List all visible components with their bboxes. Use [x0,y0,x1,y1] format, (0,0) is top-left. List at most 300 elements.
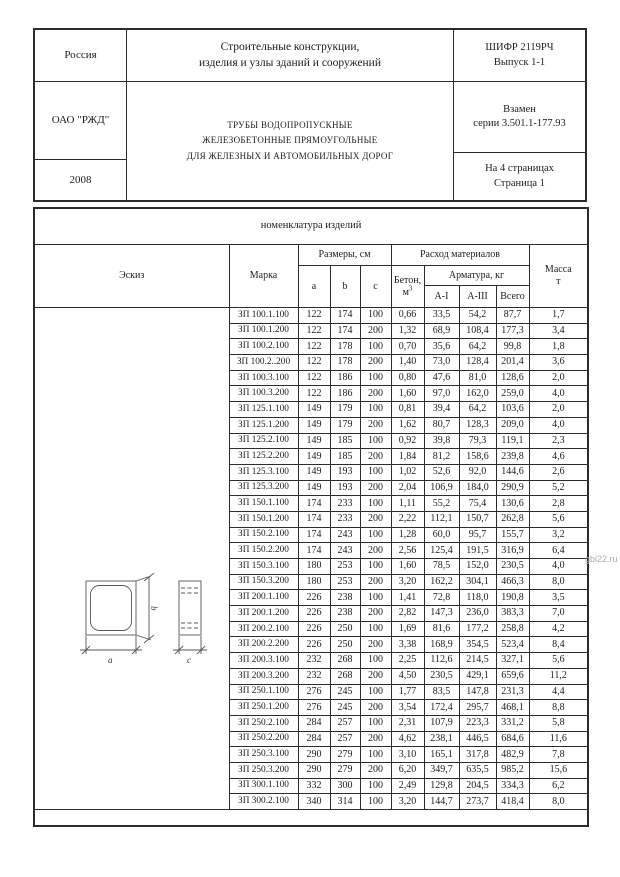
concrete-cell: 0,70 [391,339,424,355]
dim-b-cell: 233 [330,496,360,512]
concrete-cell: 2,22 [391,511,424,527]
rebar-total-cell: 482,9 [496,747,529,763]
rebar-a1-cell: 106,9 [424,480,459,496]
dim-b-cell: 185 [330,433,360,449]
dim-a-cell: 149 [298,433,330,449]
rebar-a1-cell: 112,1 [424,511,459,527]
mark-cell: ЗП 150.3.100 [229,559,298,575]
dim-a-cell: 226 [298,621,330,637]
mark-cell: ЗП 100.2.100 [229,339,298,355]
rebar-a1-cell: 172,4 [424,700,459,716]
rebar-a1-cell: 52,6 [424,464,459,480]
rebar-a3-cell: 64,2 [459,402,496,418]
dim-c-cell: 200 [360,668,391,684]
mass-cell: 4,0 [529,417,588,433]
rebar-a3-cell: 204,5 [459,778,496,794]
dim-c-cell: 100 [360,464,391,480]
dim-a-cell: 180 [298,559,330,575]
dim-c-cell: 200 [360,511,391,527]
concrete-cell: 2,49 [391,778,424,794]
dim-b-cell: 174 [330,308,360,324]
concrete-cell: 2,31 [391,715,424,731]
rebar-a1-cell: 55,2 [424,496,459,512]
dim-c-cell: 100 [360,308,391,324]
dim-a-cell: 276 [298,700,330,716]
dim-c-cell: 200 [360,386,391,402]
dim-c-cell: 100 [360,778,391,794]
mark-cell: ЗП 250.2.200 [229,731,298,747]
concrete-cell: 3,10 [391,747,424,763]
mass-cell: 4,0 [529,386,588,402]
title-block-left-column [35,30,127,200]
rebar-a1-cell: 144,7 [424,794,459,810]
rebar-a3-cell: 95,7 [459,527,496,543]
mark-cell: ЗП 125.1.100 [229,402,298,418]
dim-b-cell: 257 [330,731,360,747]
rebar-a1-cell: 349,7 [424,762,459,778]
concrete-cell: 1,77 [391,684,424,700]
dim-c-cell: 200 [360,355,391,371]
concrete-cell: 4,62 [391,731,424,747]
section-title: номенклатура изделий [34,208,588,245]
rebar-a1-cell: 129,8 [424,778,459,794]
mass-cell: 11,2 [529,668,588,684]
dim-b-cell: 178 [330,339,360,355]
dim-a-cell: 122 [298,370,330,386]
col-header-dim-b: b [330,266,360,308]
concrete-cell: 1,11 [391,496,424,512]
mark-cell: ЗП 150.2.200 [229,543,298,559]
concrete-cell: 1,02 [391,464,424,480]
concrete-cell: 2,04 [391,480,424,496]
rebar-a1-cell: 83,5 [424,684,459,700]
concrete-cell: 0,80 [391,370,424,386]
table-row [34,308,588,324]
rebar-a1-cell: 60,0 [424,527,459,543]
dim-b-cell: 279 [330,747,360,763]
document-code: ШИФР 2119РЧ Выпуск 1-1 [454,30,585,82]
mark-cell: ЗП 100.1.200 [229,323,298,339]
rebar-a3-cell: 118,0 [459,590,496,606]
country-label: Россия [35,30,126,82]
dim-b-cell: 257 [330,715,360,731]
mass-cell: 4,2 [529,621,588,637]
rebar-a1-cell: 165,1 [424,747,459,763]
concrete-cell: 1,28 [391,527,424,543]
mark-cell: ЗП 125.3.200 [229,480,298,496]
rebar-total-cell: 334,3 [496,778,529,794]
dim-b-cell: 300 [330,778,360,794]
mark-cell: ЗП 150.3.200 [229,574,298,590]
dim-c-cell: 100 [360,496,391,512]
dim-b-cell: 185 [330,449,360,465]
col-header-dimensions: Размеры, см [298,245,391,266]
mass-cell: 4,6 [529,449,588,465]
mass-cell: 15,6 [529,762,588,778]
dim-b-cell: 179 [330,402,360,418]
rebar-total-cell: 128,6 [496,370,529,386]
concrete-cell: 2,56 [391,543,424,559]
dim-b-label: b [149,605,160,610]
rebar-total-cell: 466,3 [496,574,529,590]
watermark: gbi22.ru [585,554,618,564]
dim-c-cell: 100 [360,402,391,418]
rebar-a3-cell: 223,3 [459,715,496,731]
dim-a-cell: 174 [298,543,330,559]
mass-cell: 8,8 [529,700,588,716]
mass-cell: 2,6 [529,464,588,480]
concrete-cell: 1,40 [391,355,424,371]
mass-cell: 6,2 [529,778,588,794]
dim-a-cell: 290 [298,762,330,778]
rebar-a3-cell: 304,1 [459,574,496,590]
dim-b-cell: 268 [330,668,360,684]
dim-a-cell: 149 [298,417,330,433]
pipe-side-view [179,581,201,635]
mass-cell: 6,4 [529,543,588,559]
dim-a-cell: 149 [298,402,330,418]
rebar-total-cell: 209,0 [496,417,529,433]
rebar-a3-cell: 273,7 [459,794,496,810]
mark-cell: ЗП 250.3.100 [229,747,298,763]
dim-a-cell: 226 [298,606,330,622]
mass-cell: 2,8 [529,496,588,512]
rebar-total-cell: 523,4 [496,637,529,653]
dim-c-label: c [187,654,192,665]
dim-c-cell: 200 [360,700,391,716]
pipe-outer-contour [86,581,136,635]
rebar-a3-cell: 150,7 [459,511,496,527]
dim-b-cell: 243 [330,527,360,543]
concrete-cell: 1,69 [391,621,424,637]
mass-cell: 1,8 [529,339,588,355]
rebar-a1-cell: 125,4 [424,543,459,559]
dim-a-cell: 232 [298,653,330,669]
rebar-a3-cell: 81,0 [459,370,496,386]
concrete-cell: 3,54 [391,700,424,716]
rebar-total-cell: 259,0 [496,386,529,402]
table-body [34,308,588,810]
mass-cell: 3,4 [529,323,588,339]
concrete-cell: 1,60 [391,386,424,402]
rebar-a3-cell: 128,3 [459,417,496,433]
mark-cell: ЗП 100.2..200 [229,355,298,371]
rebar-a1-cell: 238,1 [424,731,459,747]
dim-c-cell: 100 [360,621,391,637]
dim-c-cell: 100 [360,339,391,355]
mark-cell: ЗП 200.1.200 [229,606,298,622]
rebar-a1-cell: 230,5 [424,668,459,684]
rebar-a1-cell: 112,6 [424,653,459,669]
dim-c-cell: 200 [360,606,391,622]
dim-a-cell: 122 [298,355,330,371]
mass-cell: 3,5 [529,590,588,606]
series-title: Строительные конструкции, изделия и узлы зданий и сооружений [127,30,453,82]
title-block-right-column [454,30,585,200]
rebar-a3-cell: 158,6 [459,449,496,465]
dim-b-cell: 174 [330,323,360,339]
rebar-a3-cell: 317,8 [459,747,496,763]
rebar-a3-cell: 429,1 [459,668,496,684]
dim-c-cell: 100 [360,653,391,669]
mark-cell: ЗП 300.1.100 [229,778,298,794]
dim-c-cell: 100 [360,370,391,386]
rebar-a3-cell: 128,4 [459,355,496,371]
concrete-cell: 2,82 [391,606,424,622]
concrete-cell: 1,60 [391,559,424,575]
pipe-inner-opening [91,585,132,630]
dim-b-cell: 250 [330,621,360,637]
col-header-sketch: Эскиз [34,245,229,308]
title-block-center-column [127,30,454,200]
col-header-rebar: Арматура, кг [424,266,529,286]
mass-cell: 7,8 [529,747,588,763]
product-title: ТРУБЫ ВОДОПРОПУСКНЫЕ ЖЕЛЕЗОБЕТОННЫЕ ПРЯМОУГОЛЬНЫЕ ДЛЯ ЖЕЛЕЗНЫХ И АВТОМОБИЛЬНЫХ ДОРОГ [186,120,394,161]
dim-b-cell: 250 [330,637,360,653]
rebar-total-cell: 316,9 [496,543,529,559]
mass-cell: 3,2 [529,527,588,543]
dim-a-cell: 122 [298,308,330,324]
mass-cell: 5,8 [529,715,588,731]
nomenclature-table [33,207,589,827]
rebar-a1-cell: 78,5 [424,559,459,575]
rebar-a1-cell: 80,7 [424,417,459,433]
dim-b-cell: 186 [330,370,360,386]
col-header-materials: Расход материалов [391,245,529,266]
dim-c-cell: 100 [360,527,391,543]
dim-b-cell: 253 [330,559,360,575]
dim-b-cell: 245 [330,684,360,700]
page-count-note: На 4 страницах Страница 1 [485,163,554,189]
rebar-total-cell: 262,8 [496,511,529,527]
concrete-cell: 1,32 [391,323,424,339]
mass-cell: 5,6 [529,511,588,527]
dim-a-label: a [108,654,113,665]
rebar-a3-cell: 75,4 [459,496,496,512]
rebar-a3-cell: 295,7 [459,700,496,716]
dim-c-cell: 200 [360,323,391,339]
mass-cell: 2,0 [529,402,588,418]
mark-cell: ЗП 250.1.100 [229,684,298,700]
rebar-total-cell: 258,8 [496,621,529,637]
dim-b-cell: 268 [330,653,360,669]
mass-cell: 7,0 [529,606,588,622]
mark-cell: ЗП 200.1.100 [229,590,298,606]
rebar-total-cell: 119,1 [496,433,529,449]
dim-a-cell: 122 [298,323,330,339]
mass-cell: 11,6 [529,731,588,747]
rebar-total-cell: 239,8 [496,449,529,465]
dim-c-cell: 200 [360,637,391,653]
rebar-total-cell: 327,1 [496,653,529,669]
rebar-a1-cell: 97,0 [424,386,459,402]
dim-b-cell: 253 [330,574,360,590]
dim-a-cell: 174 [298,527,330,543]
rebar-a1-cell: 39,8 [424,433,459,449]
col-header-concrete: Бетон, $м^3$ [391,266,424,308]
rebar-total-cell: 87,7 [496,308,529,324]
rebar-a1-cell: 73,0 [424,355,459,371]
rebar-a1-cell: 35,6 [424,339,459,355]
rebar-total-cell: 190,8 [496,590,529,606]
concrete-cell: 6,20 [391,762,424,778]
concrete-cell: 0,81 [391,402,424,418]
mass-cell: 5,2 [529,480,588,496]
rebar-a1-cell: 68,9 [424,323,459,339]
rebar-a3-cell: 446,5 [459,731,496,747]
mark-cell: ЗП 200.3.100 [229,653,298,669]
sketch-cell [34,308,229,810]
mass-cell: 2,3 [529,433,588,449]
mass-cell: 8,0 [529,794,588,810]
rebar-a3-cell: 147,8 [459,684,496,700]
rebar-total-cell: 331,2 [496,715,529,731]
dim-b-cell: 243 [330,543,360,559]
rebar-total-cell: 418,4 [496,794,529,810]
dim-c-cell: 100 [360,747,391,763]
dim-a-cell: 149 [298,464,330,480]
dim-a-cell: 174 [298,496,330,512]
mark-cell: ЗП 100.1.100 [229,308,298,324]
dim-c-cell: 100 [360,433,391,449]
mark-cell: ЗП 250.3.200 [229,762,298,778]
mark-cell: ЗП 100.3.200 [229,386,298,402]
dim-b-cell: 178 [330,355,360,371]
dim-c-cell: 200 [360,762,391,778]
mark-cell: ЗП 200.3.200 [229,668,298,684]
rebar-total-cell: 99,8 [496,339,529,355]
dim-c-cell: 100 [360,559,391,575]
organization-label: ОАО "РЖД" [35,82,126,160]
rebar-a3-cell: 108,4 [459,323,496,339]
replaces-note: Взамен серии 3.501.1-177.93 [454,82,585,153]
col-header-mark: Марка [229,245,298,308]
rebar-a1-cell: 147,3 [424,606,459,622]
dim-a-cell: 122 [298,386,330,402]
dim-c-cell: 200 [360,731,391,747]
rebar-a1-cell: 81,6 [424,621,459,637]
dim-b-cell: 279 [330,762,360,778]
mass-cell: 4,4 [529,684,588,700]
rebar-a1-cell: 81,2 [424,449,459,465]
rebar-a3-cell: 152,0 [459,559,496,575]
rebar-a1-cell: 107,9 [424,715,459,731]
rebar-total-cell: 659,6 [496,668,529,684]
dim-a-cell: 149 [298,480,330,496]
col-header-rebar-a1: А-I [424,286,459,308]
concrete-cell: 0,66 [391,308,424,324]
rebar-a3-cell: 191,5 [459,543,496,559]
rebar-a1-cell: 33,5 [424,308,459,324]
mark-cell: ЗП 125.3.100 [229,464,298,480]
dim-a-cell: 180 [298,574,330,590]
dim-c-cell: 100 [360,590,391,606]
dim-c-cell: 100 [360,684,391,700]
dim-a-cell: 122 [298,339,330,355]
mark-cell: ЗП 150.1.200 [229,511,298,527]
concrete-cell: 1,62 [391,417,424,433]
rebar-total-cell: 230,5 [496,559,529,575]
rebar-a3-cell: 236,0 [459,606,496,622]
rebar-total-cell: 201,4 [496,355,529,371]
rebar-a3-cell: 635,5 [459,762,496,778]
mark-cell: ЗП 150.1.100 [229,496,298,512]
rebar-a1-cell: 168,9 [424,637,459,653]
year-label: 2008 [69,173,92,186]
rebar-total-cell: 383,3 [496,606,529,622]
rebar-a3-cell: 54,2 [459,308,496,324]
dim-a-cell: 284 [298,715,330,731]
dim-b-cell: 233 [330,511,360,527]
dim-b-cell: 314 [330,794,360,810]
rebar-total-cell: 985,2 [496,762,529,778]
pipe-cross-section-drawing [35,573,228,673]
title-block [33,28,587,202]
dim-b-cell: 179 [330,417,360,433]
mark-cell: ЗП 200.2.200 [229,637,298,653]
rebar-a1-cell: 162,2 [424,574,459,590]
mass-cell: 8,4 [529,637,588,653]
rebar-total-cell: 468,1 [496,700,529,716]
concrete-cell: 0,92 [391,433,424,449]
dim-a-cell: 276 [298,684,330,700]
dim-a-cell: 284 [298,731,330,747]
dim-c-cell: 200 [360,449,391,465]
dim-c-cell: 100 [360,794,391,810]
dim-c-cell: 200 [360,574,391,590]
concrete-cell: 3,20 [391,794,424,810]
dim-c-cell: 100 [360,715,391,731]
mass-cell: 1,7 [529,308,588,324]
mark-cell: ЗП 250.2.100 [229,715,298,731]
concrete-cell: 3,20 [391,574,424,590]
rebar-a3-cell: 214,5 [459,653,496,669]
col-header-dim-a: a [298,266,330,308]
mass-cell: 5,6 [529,653,588,669]
dim-b-cell: 193 [330,480,360,496]
dim-a-cell: 174 [298,511,330,527]
rebar-a1-cell: 39,4 [424,402,459,418]
rebar-a3-cell: 92,0 [459,464,496,480]
dim-c-cell: 200 [360,417,391,433]
mark-cell: ЗП 100.3.100 [229,370,298,386]
col-header-dim-c: c [360,266,391,308]
pipe-sketch [35,573,229,673]
dim-a-cell: 226 [298,590,330,606]
mark-cell: ЗП 200.2.100 [229,621,298,637]
rebar-total-cell: 144,6 [496,464,529,480]
rebar-total-cell: 231,3 [496,684,529,700]
dim-b-cell: 238 [330,590,360,606]
dim-a-cell: 226 [298,637,330,653]
mark-cell: ЗП 125.2.200 [229,449,298,465]
mass-cell: 2,0 [529,370,588,386]
rebar-total-cell: 103,6 [496,402,529,418]
dim-a-cell: 232 [298,668,330,684]
rebar-total-cell: 155,7 [496,527,529,543]
mark-cell: ЗП 150.2.100 [229,527,298,543]
rebar-total-cell: 684,6 [496,731,529,747]
dim-a-cell: 340 [298,794,330,810]
rebar-a3-cell: 79,3 [459,433,496,449]
bottom-strip [34,810,588,827]
dim-a-cell: 149 [298,449,330,465]
mass-cell: 4,0 [529,559,588,575]
mark-cell: ЗП 250.1.200 [229,700,298,716]
rebar-a3-cell: 177,2 [459,621,496,637]
concrete-cell: 1,84 [391,449,424,465]
dim-c-cell: 200 [360,543,391,559]
